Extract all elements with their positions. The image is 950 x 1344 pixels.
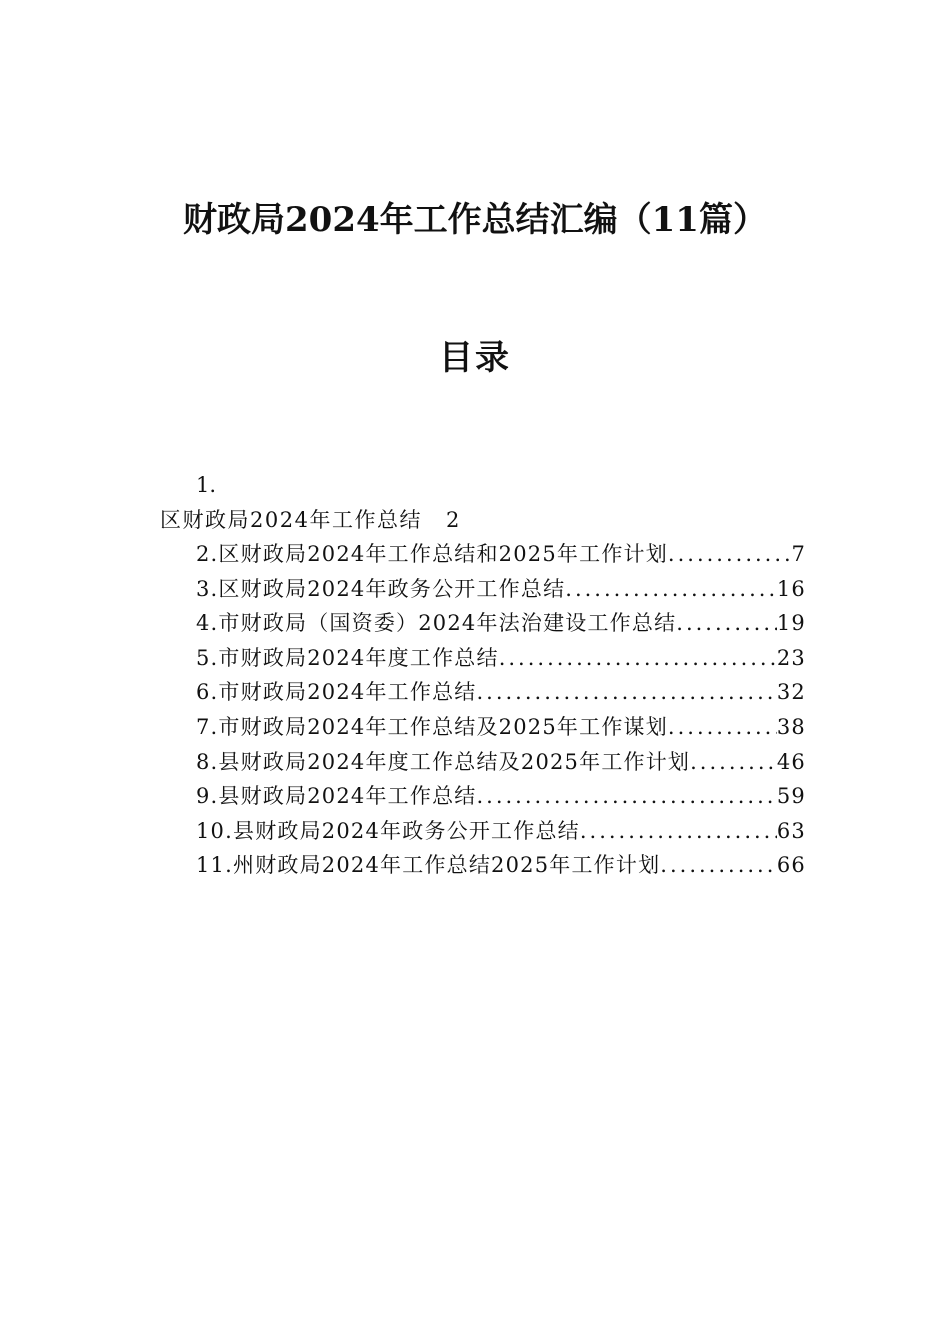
toc-first-item-number: 1. <box>196 473 217 497</box>
toc-item-page-number: 32 <box>776 680 806 705</box>
toc-item-page-number: 19 <box>776 611 806 636</box>
toc-heading: 目录 <box>439 338 511 378</box>
toc-item-page-number: 66 <box>776 853 806 878</box>
toc-item-label: 10.县财政局2024年政务公开工作总结 <box>196 818 580 843</box>
toc-item[interactable] <box>196 608 806 643</box>
toc-item-label: 9.县财政局2024年工作总结 <box>196 784 477 809</box>
toc-item-page-number: 23 <box>776 645 806 670</box>
toc-leader-dots <box>476 781 776 811</box>
toc-item-page-number: 38 <box>776 714 806 739</box>
toc-item[interactable] <box>196 643 806 678</box>
toc-item-label: 11.州财政局2024年工作总结2025年工作计划 <box>196 853 661 878</box>
toc-item[interactable] <box>196 574 806 609</box>
toc-item-label: 3.区财政局2024年政务公开工作总结 <box>196 576 566 601</box>
toc-item-page-number: 63 <box>776 818 806 843</box>
toc-leader-dots <box>476 677 776 707</box>
toc-item-label: 区财政局2024年工作总结 <box>160 508 422 532</box>
toc-item-label: 8.县财政局2024年度工作总结及2025年工作计划 <box>196 749 691 774</box>
toc-leader-dots <box>668 712 777 742</box>
toc-item[interactable] <box>196 747 806 782</box>
toc-item[interactable] <box>196 712 806 747</box>
toc-item-page-number: 7 <box>791 542 806 566</box>
toc-leader-dots <box>676 608 777 638</box>
toc-item-label: 5.市财政局2024年度工作总结 <box>196 645 499 670</box>
toc-leader-dots <box>499 643 777 673</box>
toc-leader-dots <box>565 574 777 604</box>
toc-leader-dots <box>660 850 777 880</box>
toc-leader-dots <box>668 539 792 569</box>
toc-item-page-number: 59 <box>776 784 806 809</box>
toc-item-label: 7.市财政局2024年工作总结及2025年工作谋划 <box>196 714 668 739</box>
toc-item[interactable] <box>196 539 806 574</box>
toc-item[interactable] <box>196 677 806 712</box>
toc-leader-dots <box>690 747 777 777</box>
toc-item-page-number: 16 <box>776 576 806 601</box>
toc-item-page-number: 2 <box>445 508 461 532</box>
toc-item-label: 4.市财政局（国资委）2024年法治建设工作总结 <box>196 611 677 636</box>
toc-list <box>196 539 806 885</box>
toc-first-item[interactable] <box>160 505 461 535</box>
document-title: 财政局2024年工作总结汇编（11篇） <box>183 200 767 240</box>
toc-item-page-number: 46 <box>776 749 806 774</box>
toc-item[interactable] <box>196 816 806 851</box>
toc-item[interactable] <box>196 850 806 885</box>
toc-item-label: 2.区财政局2024年工作总结和2025年工作计划 <box>196 542 668 566</box>
toc-leader-dots <box>580 816 777 846</box>
toc-item-label: 6.市财政局2024年工作总结 <box>196 680 477 705</box>
toc-item[interactable] <box>196 781 806 816</box>
